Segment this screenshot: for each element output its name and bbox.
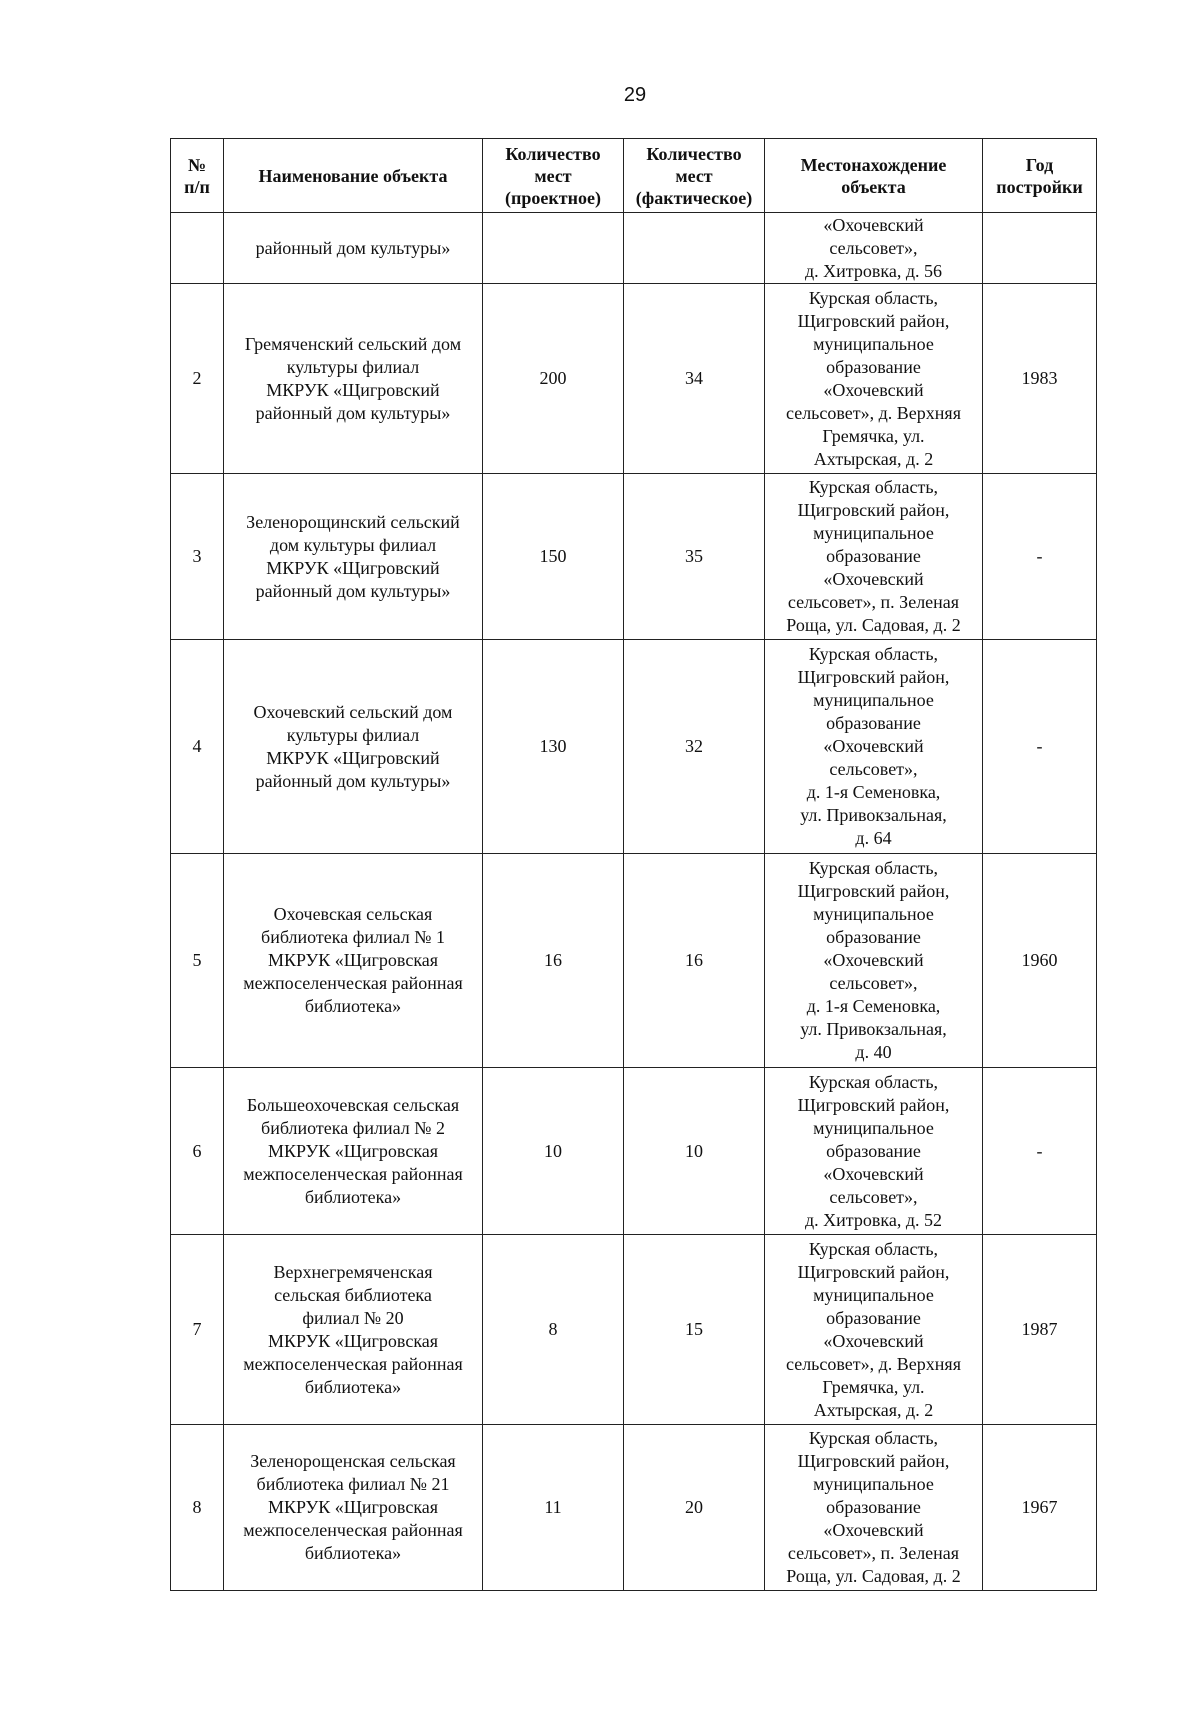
- table-row: [171, 1068, 1097, 1235]
- row-actual-seats: [624, 213, 765, 284]
- row-actual-seats: 16: [624, 854, 765, 1068]
- facilities-table: [170, 138, 1097, 1591]
- header-design-seats: Количество мест (проектное): [483, 139, 624, 213]
- row-location: Курская область, Щигровский район, муниципальное образование «Охочевский сельсовет», д. Хитровка, д. 52: [765, 1068, 983, 1235]
- row-location: Курская область, Щигровский район, муниципальное образование «Охочевский сельсовет», д. Верхняя Гремячка, ул. Ахтырская, д. 2: [765, 284, 983, 474]
- header-num: № п/п: [171, 139, 224, 213]
- table-row: [171, 854, 1097, 1068]
- row-design-seats: 10: [483, 1068, 624, 1235]
- row-name: Гремяченский сельский дом культуры филиал МКРУК «Щигровский районный дом культуры»: [224, 284, 483, 474]
- row-design-seats: 11: [483, 1425, 624, 1591]
- table-row: [171, 474, 1097, 640]
- row-year: -: [983, 474, 1097, 640]
- row-num: 6: [171, 1068, 224, 1235]
- row-year: 1983: [983, 284, 1097, 474]
- row-actual-seats: 10: [624, 1068, 765, 1235]
- row-design-seats: 130: [483, 640, 624, 854]
- row-actual-seats: 15: [624, 1235, 765, 1425]
- row-year: -: [983, 1068, 1097, 1235]
- row-design-seats: [483, 213, 624, 284]
- header-year: Год постройки: [983, 139, 1097, 213]
- row-name: Зеленорощенская сельская библиотека филиал № 21 МКРУК «Щигровская межпоселенческая районная библиотека»: [224, 1425, 483, 1591]
- row-location: Курская область, Щигровский район, муниципальное образование «Охочевский сельсовет», п. Зеленая Роща, ул. Садовая, д. 2: [765, 1425, 983, 1591]
- page-number: 29: [623, 84, 647, 106]
- row-name: районный дом культуры»: [224, 213, 483, 284]
- table-header-row: [171, 139, 1097, 213]
- row-location: «Охочевский сельсовет», д. Хитровка, д. 56: [765, 213, 983, 284]
- row-num: [171, 213, 224, 284]
- row-location: Курская область, Щигровский район, муниципальное образование «Охочевский сельсовет», д. Верхняя Гремячка, ул. Ахтырская, д. 2: [765, 1235, 983, 1425]
- row-year: [983, 213, 1097, 284]
- row-actual-seats: 20: [624, 1425, 765, 1591]
- row-location: Курская область, Щигровский район, муниципальное образование «Охочевский сельсовет», п. Зеленая Роща, ул. Садовая, д. 2: [765, 474, 983, 640]
- row-design-seats: 150: [483, 474, 624, 640]
- table-row: [171, 640, 1097, 854]
- row-location: Курская область, Щигровский район, муниципальное образование «Охочевский сельсовет», д. 1-я Семеновка, ул. Привокзальная, д. 64: [765, 640, 983, 854]
- table-row: [171, 1235, 1097, 1425]
- row-year: 1987: [983, 1235, 1097, 1425]
- row-name: Охочевский сельский дом культуры филиал МКРУК «Щигровский районный дом культуры»: [224, 640, 483, 854]
- row-num: 4: [171, 640, 224, 854]
- row-name: Зеленорощинский сельский дом культуры филиал МКРУК «Щигровский районный дом культуры»: [224, 474, 483, 640]
- table-row: [171, 213, 1097, 284]
- row-actual-seats: 34: [624, 284, 765, 474]
- row-design-seats: 16: [483, 854, 624, 1068]
- row-year: -: [983, 640, 1097, 854]
- row-num: 5: [171, 854, 224, 1068]
- row-name: Охочевская сельская библиотека филиал № 1 МКРУК «Щигровская межпоселенческая районная библиотека»: [224, 854, 483, 1068]
- header-name: Наименование объекта: [224, 139, 483, 213]
- row-name: Верхнегремяченская сельская библиотека филиал № 20 МКРУК «Щигровская межпоселенческая районная библиотека»: [224, 1235, 483, 1425]
- row-year: 1960: [983, 854, 1097, 1068]
- row-num: 3: [171, 474, 224, 640]
- row-year: 1967: [983, 1425, 1097, 1591]
- row-location: Курская область, Щигровский район, муниципальное образование «Охочевский сельсовет», д. 1-я Семеновка, ул. Привокзальная, д. 40: [765, 854, 983, 1068]
- table-row: [171, 1425, 1097, 1591]
- row-num: 2: [171, 284, 224, 474]
- header-location: Местонахождение объекта: [765, 139, 983, 213]
- row-name: Большеохочевская сельская библиотека филиал № 2 МКРУК «Щигровская межпоселенческая районная библиотека»: [224, 1068, 483, 1235]
- header-actual-seats: Количество мест (фактическое): [624, 139, 765, 213]
- row-num: 8: [171, 1425, 224, 1591]
- row-num: 7: [171, 1235, 224, 1425]
- row-actual-seats: 32: [624, 640, 765, 854]
- row-design-seats: 8: [483, 1235, 624, 1425]
- row-actual-seats: 35: [624, 474, 765, 640]
- table-row: [171, 284, 1097, 474]
- row-design-seats: 200: [483, 284, 624, 474]
